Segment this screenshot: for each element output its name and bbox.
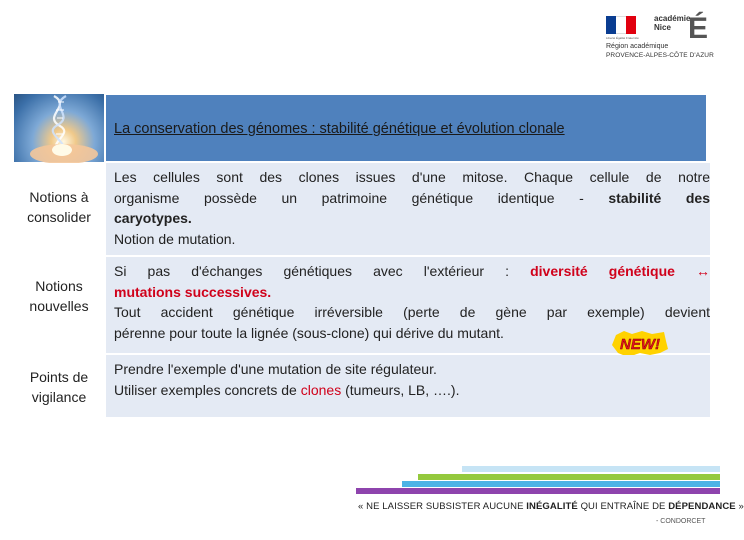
academie-logo: [606, 10, 714, 62]
new-badge-icon: [612, 331, 668, 357]
row-label-new: Notions nouvelles: [29, 278, 89, 314]
row-label-vigilance: Points de vigilance: [29, 369, 89, 405]
french-flag-icon: [606, 16, 636, 34]
footer-stripe: [402, 481, 720, 487]
region-label: Région académique: [606, 43, 669, 50]
republic-motto: Liberté Égalité Fraternité: [606, 36, 639, 40]
row-label-consolidate: Notions à consolider: [27, 189, 91, 225]
svg-text:NEW!: NEW!: [620, 336, 660, 353]
page-title: La conservation des génomes : stabilité génétique et évolution clonale: [114, 121, 565, 137]
double-arrow-icon: ↔: [696, 263, 711, 279]
row-content-new: Si pas d'échanges génétiques avec l'extérieur : diversité génétique ↔ mutations successives. Tout accident génétique irréversible (perte de gène par exemple) devient pérenne pour toute la lignée (sous-clone) qui dérive du mutant.: [106, 257, 710, 353]
footer-stripe: [418, 474, 720, 480]
header-bar: [106, 95, 706, 161]
academie-name: académie Nice: [654, 14, 691, 32]
academie-letter: É: [688, 12, 709, 45]
footer-stripe: [462, 466, 720, 472]
row-content-vigilance: Prendre l'exemple d'une mutation de site régulateur. Utiliser exemples concrets de clones (tumeurs, LB, ….).: [106, 355, 710, 417]
footer-quote: « NE LAISSER SUBSISTER AUCUNE INÉGALITÉ QUI ENTRAÎNE DE DÉPENDANCE »: [358, 501, 744, 512]
footer-stripe: [356, 488, 720, 494]
dna-hands-image: [14, 94, 104, 162]
footer-signature: - CONDORCET: [656, 518, 706, 525]
row-content-consolidate: Les cellules sont des clones issues d'une mitose. Chaque cellule de notre organisme possède un patrimoine génétique identique - stabilité des caryotypes. Notion de mutation.: [106, 163, 710, 255]
region-name: PROVENCE-ALPES-CÔTE D'AZUR: [606, 52, 714, 59]
